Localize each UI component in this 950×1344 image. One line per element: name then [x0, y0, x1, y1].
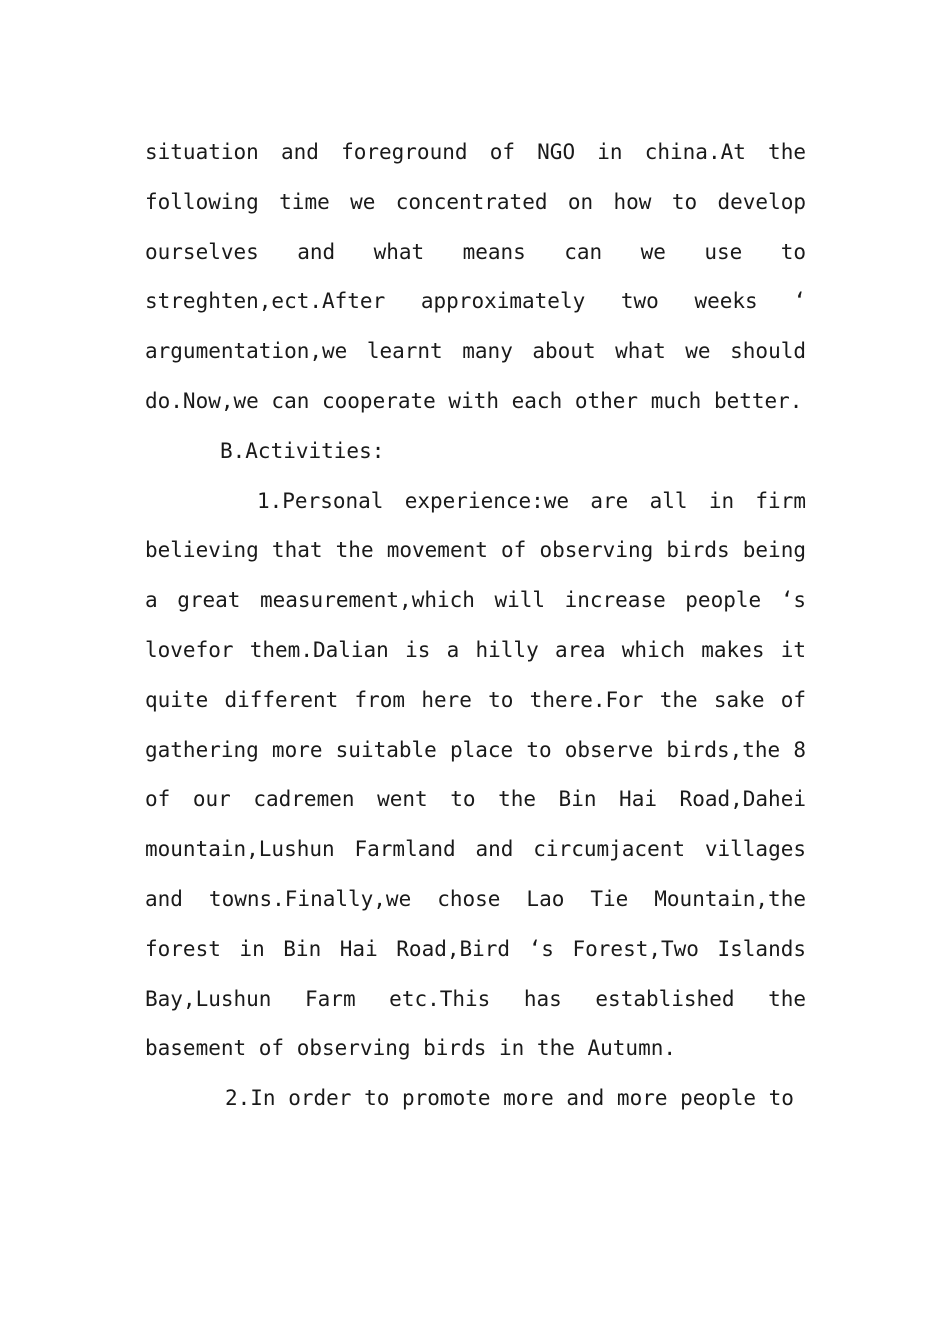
paragraph-intro-continued: situation and foreground of NGO in china.At the following time we concentrated on how to develop ourselves and what means can we use to streghten,ect.After approximately two weeks ‘ argumentation,we learnt many about what we should do.Now,we can cooperate with each other much better.	[145, 140, 806, 413]
body-text	[145, 128, 806, 1124]
paragraph-activity-1: 1.Personal experience:we are all in firm believing that the movement of observing birds being a great measurement,which will increase people ‘s lovefor them.Dalian is a hilly area which makes it quite different from here to there.For the sake of gathering more suitable place to observe birds,the 8 of our cadremen went to the Bin Hai Road,Dahei mountain,Lushun Farmland and circumjacent villages and towns.Finally,we chose Lao Tie Mountain,the forest in Bin Hai Road,Bird ‘s Forest,Two Islands Bay,Lushun Farm etc.This has established the basement of observing birds in the Autumn.	[145, 488, 806, 1061]
section-heading-activities: B.Activities:	[220, 438, 385, 463]
paragraph-activity-2: 2.In order to promote more and more people to	[225, 1086, 794, 1111]
